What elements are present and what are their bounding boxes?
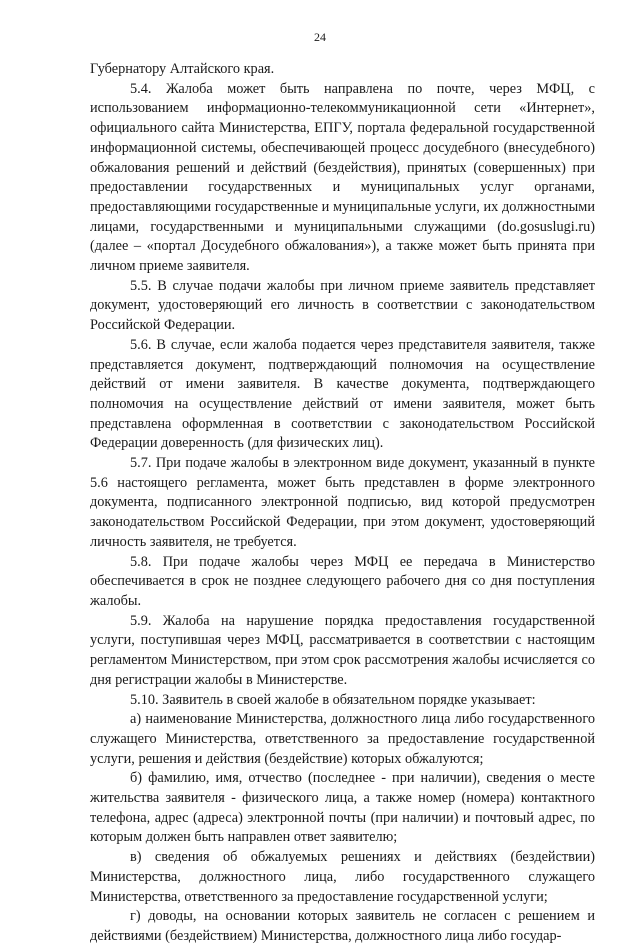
paragraph-item-v: в) сведения об обжалуемых решениях и действиях (бездействии) Министерства, должностного лица, либо государственного служащего Министерства, ответственного за предоставление государственной услуги; — [90, 849, 595, 905]
paragraph-item-b: б) фамилию, имя, отчество (последнее - при наличии), сведения о месте жительства заявителя - физического лица, а также номер (номера) контактного телефона, адрес (адреса) электронной почты (при наличии) и почтовый адрес, по которым должен быть направлен ответ заявителю; — [90, 770, 595, 846]
paragraph-item-a: а) наименование Министерства, должностного лица либо государственного служащего Министерства, ответственного за предоставление государственной услуги, решения и действия (бездействие) которых обжалуются; — [90, 711, 595, 767]
page-number: 24 — [314, 30, 326, 44]
paragraph-5-5: 5.5. В случае подачи жалобы при личном приеме заявитель представляет документ, удостоверяющий его личность в соответствии с законодательством Российской Федерации. — [90, 277, 595, 334]
paragraph-5-9: 5.9. Жалоба на нарушение порядка предоставления государственной услуги, поступившая через МФЦ, рассматривается в соответствии с настоящим регламентом Министерством, при этом срок рассмотрения жалобы исчисляется со дня регистрации жалобы в Министерстве. — [90, 612, 595, 688]
document-body — [90, 60, 595, 947]
paragraph-5-4: 5.4. Жалоба может быть направлена по почте, через МФЦ, с использованием информационно-телекоммуникационной сети «Интернет», официального сайта Министерства, ЕПГУ, портала федеральной государственной информационной системы, обеспечивающей процесс досудебного (внесудебного) обжалования решений и действий (бездействия), принятых (совершенных) при предоставлении государственных и муниципальных услуг органами, предоставляющими государственные и муниципальные услуги, их должностными лицами, государственными и муниципальными служащими (do.gosuslugi.ru) (далее – «портал Досудебного обжалования»), а также может быть принята при личном приеме заявителя. — [90, 80, 595, 275]
paragraph-5-6: 5.6. В случае, если жалоба подается через представителя заявителя, также представляется документ, подтверждающий полномочия на осуществление действий от имени заявителя. В качестве документа, подтверждающего полномочия на осуществление действий от имени заявителя, может быть представлена оформленная в соответствии с законодательством Российской Федерации доверенность (для физических лиц). — [90, 336, 595, 452]
paragraph-5-7: 5.7. При подаче жалобы в электронном виде документ, указанный в пункте 5.6 настоящего регламента, может быть представлен в форме электронного документа, подписанного электронной подписью, вид которой предусмотрен законодательством Российской Федерации, при этом документ, удостоверяющий личность заявителя, не требуется. — [90, 455, 595, 550]
paragraph-5-8: 5.8. При подаче жалобы через МФЦ ее передача в Министерство обеспечивается в срок не позднее следующего рабочего дня со дня поступления жалобы. — [90, 553, 595, 609]
paragraph-5-10: 5.10. Заявитель в своей жалобе в обязательном порядке указывает: — [130, 691, 536, 708]
paragraph-item-g: г) доводы, на основании которых заявитель не согласен с решением и действиями (бездействием) Министерства, должностного лица либо государ- — [90, 908, 595, 944]
paragraph-intro: Губернатору Алтайского края. — [90, 61, 275, 77]
